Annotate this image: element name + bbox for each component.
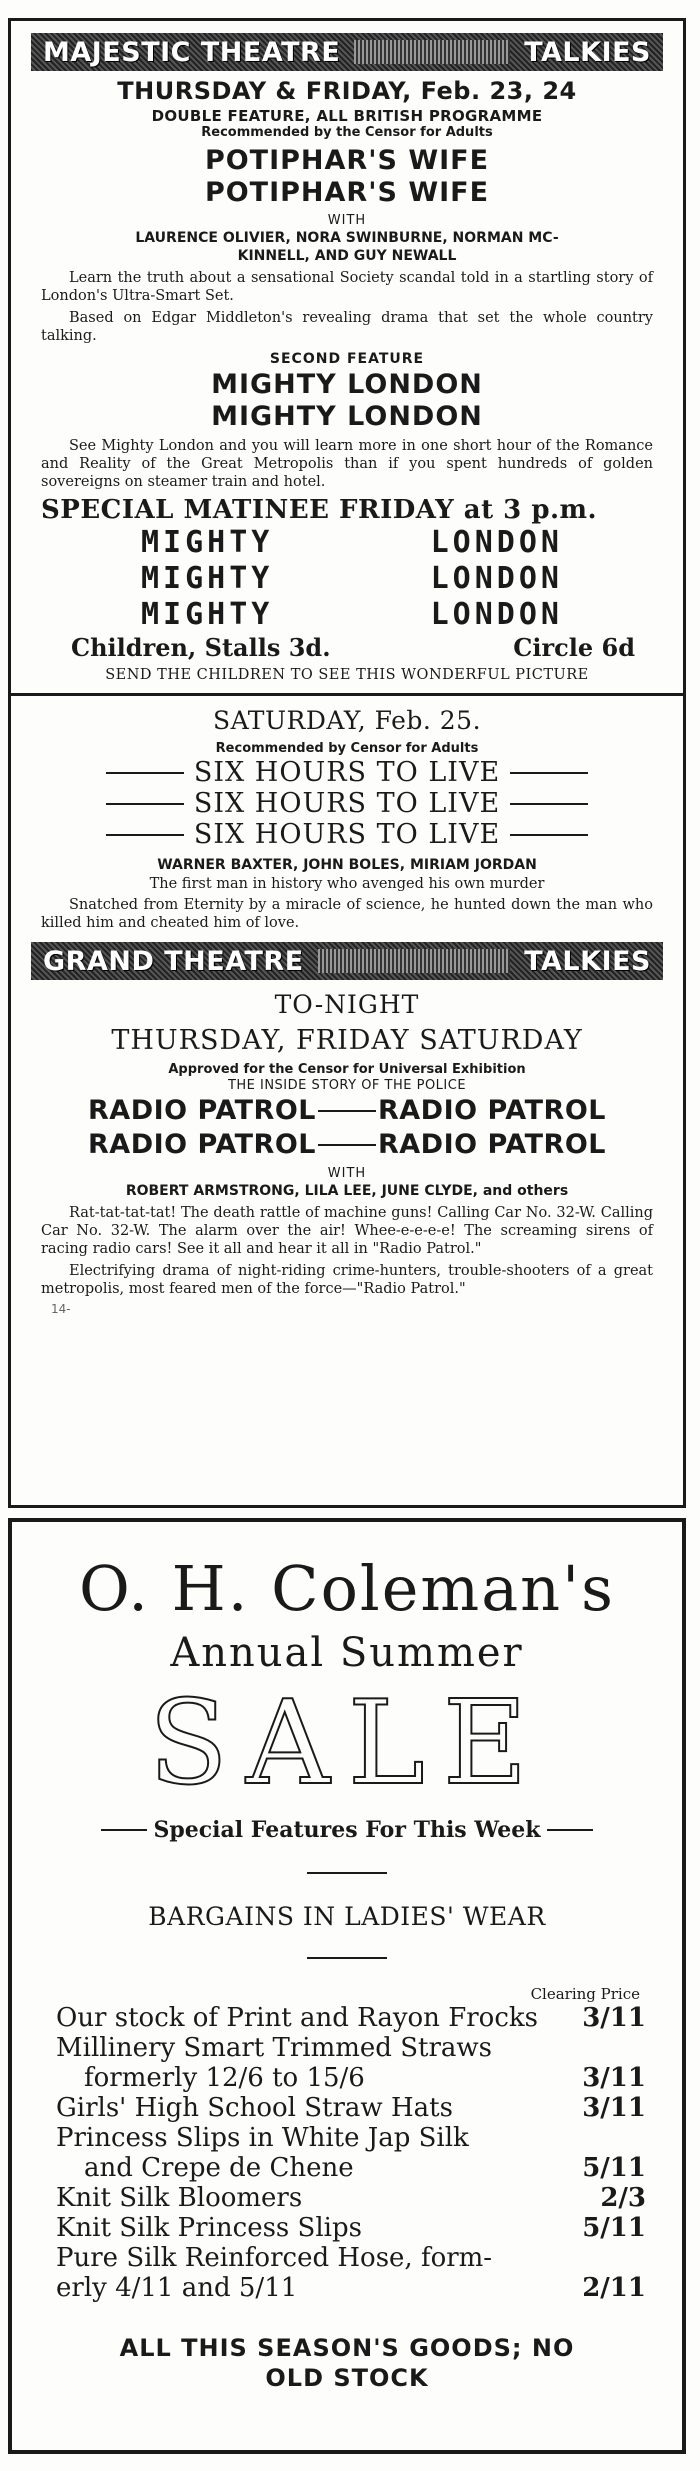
dash-rule bbox=[318, 1110, 376, 1112]
matinee-prices bbox=[11, 633, 683, 663]
short-rule bbox=[307, 1872, 387, 1874]
film-title-radio-patrol: RADIO PATROL bbox=[378, 1095, 606, 1126]
special-features-text: Special Features For This Week bbox=[153, 1817, 541, 1843]
six-hours-tagline: The first man in history who avenged his own murder bbox=[149, 876, 545, 892]
film-title-six-hours: SIX HOURS TO LIVE bbox=[193, 788, 501, 819]
six-hours-row-1 bbox=[11, 757, 683, 788]
sale-store-name: O. H. Coleman's bbox=[79, 1552, 615, 1625]
banner-texture bbox=[354, 40, 510, 64]
print-mark: 14- bbox=[51, 1302, 71, 1316]
item-price: 3/11 bbox=[582, 2063, 646, 2093]
mighty-london-row-3 bbox=[11, 597, 683, 633]
coleman-sale-advertisement bbox=[8, 1518, 686, 2454]
item-description: Knit Silk Bloomers bbox=[56, 2183, 303, 2213]
cast-line-2: KINNELL, AND GUY NEWALL bbox=[237, 248, 457, 264]
film-title-mighty-london: MIGHTY LONDON bbox=[211, 369, 483, 400]
london-word: LONDON bbox=[430, 597, 563, 632]
censor-note: Recommended by the Censor for Adults bbox=[201, 125, 493, 140]
clearing-price-label: Clearing Price bbox=[530, 1985, 640, 2003]
six-hours-row-3 bbox=[11, 819, 683, 850]
special-matinee: SPECIAL MATINEE FRIDAY at 3 p.m. bbox=[41, 495, 598, 525]
item-price: 2/11 bbox=[582, 2273, 646, 2303]
dash-rule bbox=[101, 1829, 147, 1831]
item-description-continued: and Crepe de Chene bbox=[84, 2153, 354, 2183]
dash-rule bbox=[510, 772, 588, 774]
sale-headline: SALE bbox=[148, 1676, 546, 1811]
london-word: LONDON bbox=[430, 561, 563, 596]
dash-rule bbox=[510, 803, 588, 805]
cast-line-1: LAURENCE OLIVIER, NORA SWINBURNE, NORMAN MC- bbox=[135, 230, 559, 246]
mighty-word: MIGHTY bbox=[141, 525, 274, 560]
mighty-word: MIGHTY bbox=[141, 597, 274, 632]
film-title-mighty-london-repeat: MIGHTY LONDON bbox=[211, 401, 483, 432]
sale-footer-line-1: ALL THIS SEASON'S GOODS; NO bbox=[119, 2334, 575, 2362]
mighty-word: MIGHTY bbox=[141, 561, 274, 596]
list-item bbox=[56, 2003, 646, 2033]
bargains-heading: BARGAINS IN LADIES' WEAR bbox=[148, 1902, 546, 1931]
saturday-censor-note: Recommended by Censor for Adults bbox=[215, 741, 479, 756]
banner-texture bbox=[318, 949, 511, 973]
section-divider bbox=[8, 693, 686, 696]
inside-story-note: THE INSIDE STORY OF THE POLICE bbox=[227, 1078, 467, 1093]
item-price: 3/11 bbox=[582, 2093, 646, 2123]
sale-subtitle: Annual Summer bbox=[170, 1630, 524, 1676]
second-feature-label: SECOND FEATURE bbox=[269, 351, 425, 367]
six-hours-description: Snatched from Eternity by a miracle of science, he hunted down the man who killed him and cheated him of love. bbox=[41, 897, 653, 931]
circle-price: Circle 6d bbox=[513, 633, 635, 662]
dash-rule bbox=[318, 1144, 376, 1146]
list-item bbox=[56, 2213, 646, 2243]
grand-banner-talkies: TALKIES bbox=[524, 945, 651, 977]
majestic-banner-name: MAJESTIC THEATRE bbox=[43, 36, 341, 68]
grand-banner-name: GRAND THEATRE bbox=[43, 945, 304, 977]
dash-rule bbox=[106, 772, 184, 774]
film-title-potiphars-wife-repeat: POTIPHAR'S WIFE bbox=[204, 177, 490, 208]
film-title-six-hours: SIX HOURS TO LIVE bbox=[193, 757, 501, 788]
potiphar-based-on: Based on Edgar Middleton's revealing drama that set the whole country talking. bbox=[41, 310, 653, 344]
special-features-line bbox=[12, 1816, 682, 1844]
item-description: Knit Silk Princess Slips bbox=[56, 2213, 362, 2243]
theatre-advertisement bbox=[8, 18, 686, 1508]
film-title-radio-patrol: RADIO PATROL bbox=[378, 1129, 606, 1160]
mighty-london-description: See Mighty London and you will learn more in one short hour of the Romance and Reality of the Great Metropolis than if you spent hundreds of golden sovereigns on steamer train and hotel. bbox=[41, 438, 653, 490]
with-label: WITH bbox=[327, 1166, 367, 1181]
saturday-date: SATURDAY, Feb. 25. bbox=[212, 706, 482, 735]
short-rule bbox=[307, 1957, 387, 1959]
item-price: 5/11 bbox=[582, 2153, 646, 2183]
universal-exhibition-note: Approved for the Censor for Universal Exhibition bbox=[168, 1062, 526, 1077]
london-word: LONDON bbox=[430, 525, 563, 560]
majestic-date: THURSDAY & FRIDAY, Feb. 23, 24 bbox=[117, 77, 577, 105]
children-stalls-price: Children, Stalls 3d. bbox=[71, 633, 331, 662]
item-price: 5/11 bbox=[582, 2213, 646, 2243]
six-hours-cast: WARNER BAXTER, JOHN BOLES, MIRIAM JORDAN bbox=[157, 857, 537, 873]
mighty-london-row-2 bbox=[11, 561, 683, 597]
with-label: WITH bbox=[327, 213, 367, 228]
potiphar-description: Learn the truth about a sensational Society scandal told in a startling story of London's Ultra-Smart Set. bbox=[41, 270, 653, 304]
item-price: 2/3 bbox=[600, 2183, 646, 2213]
radio-patrol-description: Rat-tat-tat-tat! The death rattle of machine guns! Calling Car No. 32-W. Calling Car No. 32-W. The alarm over the air! Whee-e-e-e-e! The screaming sirens of racing radio cars! See it all and hear it all in "Radio Patrol." bbox=[41, 1205, 653, 1257]
grand-banner bbox=[31, 942, 663, 980]
six-hours-row-2 bbox=[11, 788, 683, 819]
item-description: Princess Slips in White Jap Silk bbox=[56, 2123, 469, 2153]
majestic-banner-talkies: TALKIES bbox=[524, 36, 651, 68]
item-description: Our stock of Print and Rayon Frocks bbox=[56, 2003, 538, 2033]
list-item bbox=[56, 2183, 646, 2213]
list-item bbox=[56, 2093, 646, 2123]
sale-footer-line-2: OLD STOCK bbox=[265, 2364, 429, 2392]
item-description-continued: formerly 12/6 to 15/6 bbox=[84, 2063, 365, 2093]
send-children-note: SEND THE CHILDREN TO SEE THIS WONDERFUL PICTURE bbox=[105, 667, 589, 683]
item-description: Millinery Smart Trimmed Straws bbox=[56, 2033, 492, 2063]
dash-rule bbox=[106, 803, 184, 805]
item-description: Girls' High School Straw Hats bbox=[56, 2093, 453, 2123]
item-description: Pure Silk Reinforced Hose, form- bbox=[56, 2243, 493, 2273]
grand-days: THURSDAY, FRIDAY SATURDAY bbox=[111, 1025, 583, 1056]
radio-patrol-cast: ROBERT ARMSTRONG, LILA LEE, JUNE CLYDE, and others bbox=[125, 1183, 569, 1199]
list-item bbox=[56, 2123, 646, 2183]
item-description-continued: erly 4/11 and 5/11 bbox=[56, 2273, 298, 2303]
majestic-banner bbox=[31, 33, 663, 71]
double-feature-note: DOUBLE FEATURE, ALL BRITISH PROGRAMME bbox=[151, 107, 543, 125]
radio-patrol-summary: Electrifying drama of night-riding crime-hunters, trouble-shooters of a great metropolis, most feared men of the force—"Radio Patrol." bbox=[41, 1263, 653, 1297]
dash-rule bbox=[510, 834, 588, 836]
tonight-label: TO-NIGHT bbox=[274, 990, 420, 1019]
sale-items-list bbox=[12, 2003, 682, 2303]
radio-patrol-row-2 bbox=[11, 1128, 683, 1162]
film-title-radio-patrol: RADIO PATROL bbox=[88, 1129, 316, 1160]
list-item bbox=[56, 2243, 646, 2303]
dash-rule bbox=[106, 834, 184, 836]
dash-rule bbox=[547, 1829, 593, 1831]
radio-patrol-row-1 bbox=[11, 1094, 683, 1128]
film-title-radio-patrol: RADIO PATROL bbox=[88, 1095, 316, 1126]
mighty-london-row-1 bbox=[11, 525, 683, 561]
list-item bbox=[56, 2033, 646, 2093]
film-title-six-hours: SIX HOURS TO LIVE bbox=[193, 819, 501, 850]
film-title-potiphars-wife: POTIPHAR'S WIFE bbox=[204, 145, 490, 176]
item-price: 3/11 bbox=[582, 2003, 646, 2033]
